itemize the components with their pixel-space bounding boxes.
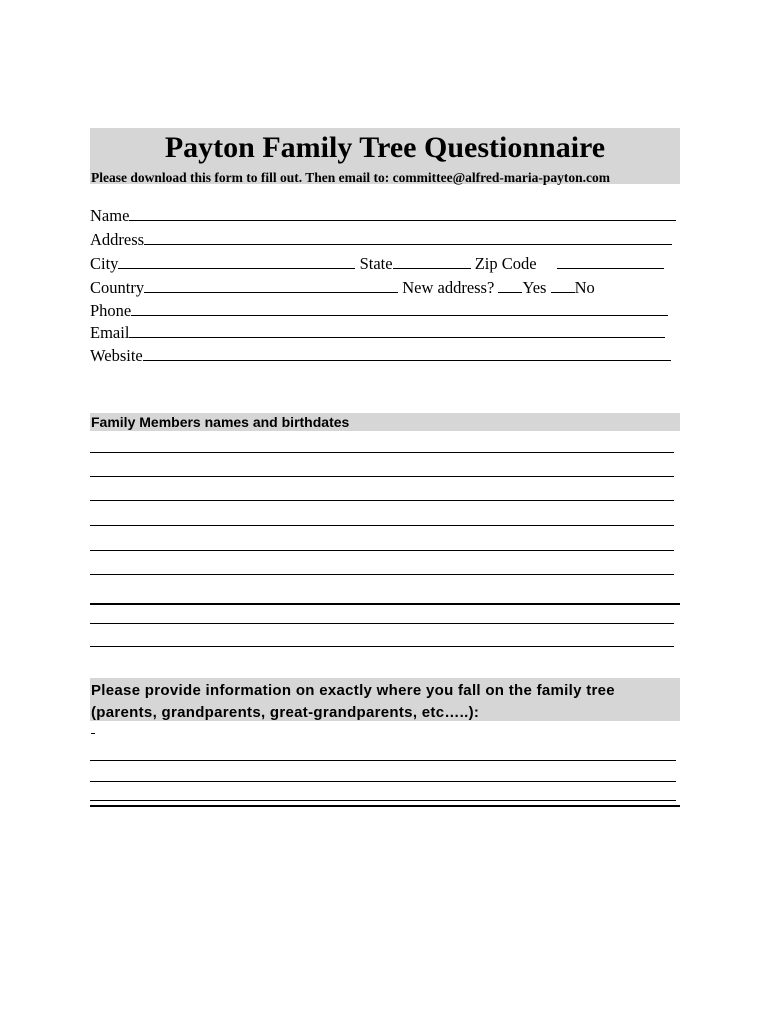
tree-line[interactable]: [90, 760, 676, 761]
country-row: [90, 278, 595, 298]
tree-line[interactable]: [90, 800, 676, 801]
phone-field[interactable]: [131, 303, 668, 316]
family-line[interactable]: [90, 452, 674, 453]
state-field[interactable]: [393, 256, 471, 269]
name-row: [90, 206, 676, 226]
family-line[interactable]: [90, 500, 674, 501]
instructions-text: Please download this form to fill out. Then email to: committee@alfred-maria-payton.com: [91, 170, 610, 185]
section-divider: [90, 603, 680, 605]
family-section-heading: Family Members names and birthdates: [91, 414, 350, 430]
bottom-divider: [90, 805, 680, 807]
family-line[interactable]: [90, 550, 674, 551]
city-row: [90, 254, 664, 274]
zip-field[interactable]: [557, 256, 664, 269]
family-line[interactable]: [90, 646, 674, 647]
family-line[interactable]: [90, 525, 674, 526]
name-field[interactable]: [129, 208, 676, 221]
email-field[interactable]: [129, 325, 665, 338]
country-field[interactable]: [144, 280, 398, 293]
address-row: [90, 230, 672, 250]
yes-label: Yes: [522, 278, 547, 297]
address-field[interactable]: [144, 232, 672, 245]
email-label: Email: [90, 323, 130, 342]
phone-row: [90, 301, 668, 321]
no-label: No: [574, 278, 595, 297]
family-line[interactable]: [90, 574, 674, 575]
dash-mark: [91, 733, 95, 734]
email-row: [90, 323, 665, 343]
new-address-yes-field[interactable]: [498, 280, 522, 293]
phone-label: Phone: [90, 301, 132, 320]
website-label: Website: [90, 346, 143, 365]
family-line[interactable]: [90, 476, 674, 477]
tree-heading-line1: Please provide information on exactly where you fall on the family tree: [91, 682, 615, 699]
tree-heading-line2: (parents, grandparents, great-grandparents, etc…..):: [91, 704, 480, 721]
new-address-no-field[interactable]: [551, 280, 575, 293]
zip-label: Zip Code: [474, 254, 537, 273]
name-label: Name: [90, 206, 130, 225]
country-label: Country: [90, 278, 145, 297]
address-label: Address: [90, 230, 145, 249]
city-field[interactable]: [118, 256, 355, 269]
tree-section-heading: [91, 680, 615, 724]
website-field[interactable]: [143, 348, 671, 361]
family-line[interactable]: [90, 623, 674, 624]
website-row: [90, 346, 671, 366]
tree-line[interactable]: [90, 781, 676, 782]
state-label: State: [359, 254, 393, 273]
city-label: City: [90, 254, 119, 273]
page-title: Payton Family Tree Questionnaire: [164, 131, 606, 164]
new-address-label: New address?: [402, 278, 495, 297]
